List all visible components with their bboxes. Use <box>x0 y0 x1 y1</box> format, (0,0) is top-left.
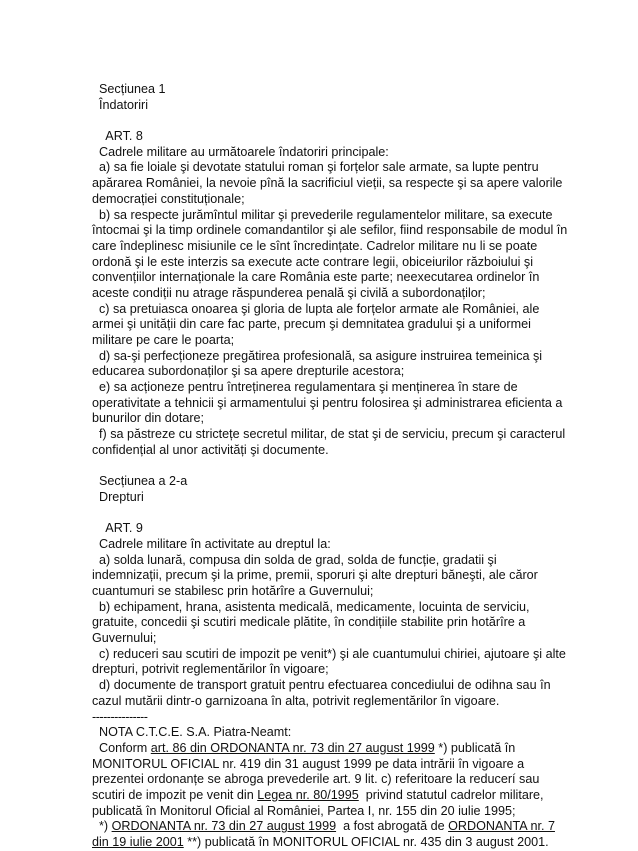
art-8-heading: ART. 8 <box>92 129 143 144</box>
text-line: c) sa pretuiasca onoarea şi gloria de lupta ale forțelor armate ale României, ale <box>92 301 540 316</box>
text-line: indemnizații, precum şi la prime, premii, sporuri şi alte drepturi băneşti, ale căror <box>92 568 538 583</box>
section-1-title: Secțiunea 1 <box>92 82 166 96</box>
text-line: d) sa-şi perfecționeze pregătirea profesională, sa asigure instruirea temeinica şi <box>92 348 543 363</box>
note-line <box>92 788 552 804</box>
text-line: b) sa respecte jurămîntul militar şi prevederile regulamentelor militare, sa execute <box>92 207 553 222</box>
text-line: armei şi unității din care fac parte, precum şi demnitatea gradului şi a uniformei <box>92 317 531 332</box>
note-separator: --------------- <box>92 709 148 724</box>
section-1-subtitle: Îndatoriri <box>92 97 148 112</box>
text-line: educarea subordonaților şi sa apere drepturile acestora; <box>92 364 405 379</box>
link-ordonanta-7-date[interactable]: din 19 iulie 2001 <box>92 835 184 849</box>
note-text: *) <box>92 819 112 834</box>
text-line: b) echipament, hrana, asistenta medicală, medicamente, locuinta de serviciu, <box>92 599 530 614</box>
link-legea-80-1995[interactable]: Legea nr. 80/1995 <box>257 787 359 802</box>
text-line: d) documente de transport gratuit pentru efectuarea concediului de odihna sau în <box>92 678 551 693</box>
note-line: MONITORUL OFICIAL nr. 419 din 31 august 1999 pe data intrării în vigoare a <box>92 756 525 771</box>
note-text: scutiri de impozit pe venit din <box>92 787 258 802</box>
text-line: convențiilor internaționale la care România este parte; neexecutarea ordinelor în <box>92 270 540 285</box>
section-2-title: Secțiunea a 2-a <box>92 474 188 489</box>
text-line: Cadrele militare în activitate au dreptul la: <box>92 536 331 551</box>
text-line: militare pe care le poarta; <box>92 333 235 347</box>
text-line: care îndeplinesc misiunile ce le sînt încredințate. Cadrelor militare nu li se poate <box>92 238 538 253</box>
editor-note <box>92 725 555 851</box>
text-line: a) solda lunară, compusa din solda de grad, solda de funcție, gradatii şi <box>92 552 497 567</box>
text-line: a) sa fie loiale şi devotate statului roman şi forțelor sale armate, sa lupte pentru <box>92 160 539 175</box>
note-line: prezentei ordonanțe se abroga prevederile art. 9 lit. c) referitoare la reducerí sau <box>92 772 540 787</box>
text-line: f) sa păstreze cu strictețe secretul militar, de stat şi de serviciu, precum şi caracterul <box>92 427 566 442</box>
text-line: drepturi, potrivit reglementărilor în vigoare; <box>92 662 329 677</box>
text-line: cazul mutării dintr-o garnizoana în alta, potrivit reglementărilor în vigoare. <box>92 693 500 708</box>
spacer <box>92 113 552 129</box>
text-line: c) reduceri sau scutiri de impozit pe venit*) şi ale cuantumului chiriei, ajutoare şi alte <box>92 646 566 661</box>
section-2-subtitle: Drepturi <box>92 489 144 504</box>
document-body <box>92 82 568 851</box>
link-art-86-ordonanta-73[interactable]: art. 86 din ORDONANTA nr. 73 din 27 august 1999 <box>150 740 435 755</box>
art-9-body <box>92 536 566 710</box>
art-9-heading: ART. 9 <box>92 521 143 536</box>
note-line <box>92 835 552 851</box>
spacer <box>92 506 552 522</box>
text-line: operativitate a tehnicii şi armamentului şi pentru folosirea şi administrarea eficienta a <box>92 395 563 410</box>
text-line: bunurilor din dotare; <box>92 411 205 426</box>
note-text: Conform <box>92 740 151 755</box>
text-line: democrației constituționale; <box>92 191 245 206</box>
text-line: Cadrele militare au următoarele îndatoriri principale: <box>92 144 389 159</box>
note-line <box>92 819 555 835</box>
link-ordonanta-73-1999[interactable]: ORDONANTA nr. 73 din 27 august 1999 <box>111 819 337 834</box>
text-line: cuantumuri se stabilesc prin hotărîre a Guvernului; <box>92 584 374 598</box>
text-line: gratuite, concedii şi scutiri medicale plătite, în condițiile stabilite prin hotărîre a <box>92 615 526 630</box>
text-line: aceste condiții nu atrage răspunderea penală şi civilă a subordonaților; <box>92 285 486 300</box>
note-text: *) publicată în <box>434 740 516 755</box>
note-line <box>92 741 552 757</box>
text-line: apărarea României, la nevoie pînă la sacrificiul vieții, sa respecte şi sa apere valorile <box>92 176 563 191</box>
text-line: Guvernului; <box>92 631 157 646</box>
note-text: **) publicată în MONITORUL OFICIAL nr. 435 din 3 august 2001. <box>183 835 549 849</box>
note-line: publicată în Monitorul Oficial al României, Partea I, nr. 155 din 20 iulie 1995; <box>92 803 516 818</box>
text-line: e) sa acționeze pentru întreținerea regulamentara şi menținerea în stare de <box>92 380 518 395</box>
spacer <box>92 459 552 475</box>
note-header: NOTA C.T.C.E. S.A. Piatra-Neamt: <box>92 725 292 740</box>
text-line: confidențial al unor activități şi documente. <box>92 442 329 457</box>
note-text: privind statutul cadrelor militare, <box>358 787 544 802</box>
art-8-body <box>92 144 568 459</box>
text-line: ordonă şi le este interzis sa execute acte contrare legii, obiceiurilor războiului şi <box>92 254 534 269</box>
note-text: a fost abrogată de <box>336 819 449 834</box>
link-ordonanta-7[interactable]: ORDONANTA nr. 7 <box>448 819 555 834</box>
text-line: întocmai şi la timp ordinele comandantilor şi ale sefilor, fiind responsabile de modul în <box>92 223 568 238</box>
